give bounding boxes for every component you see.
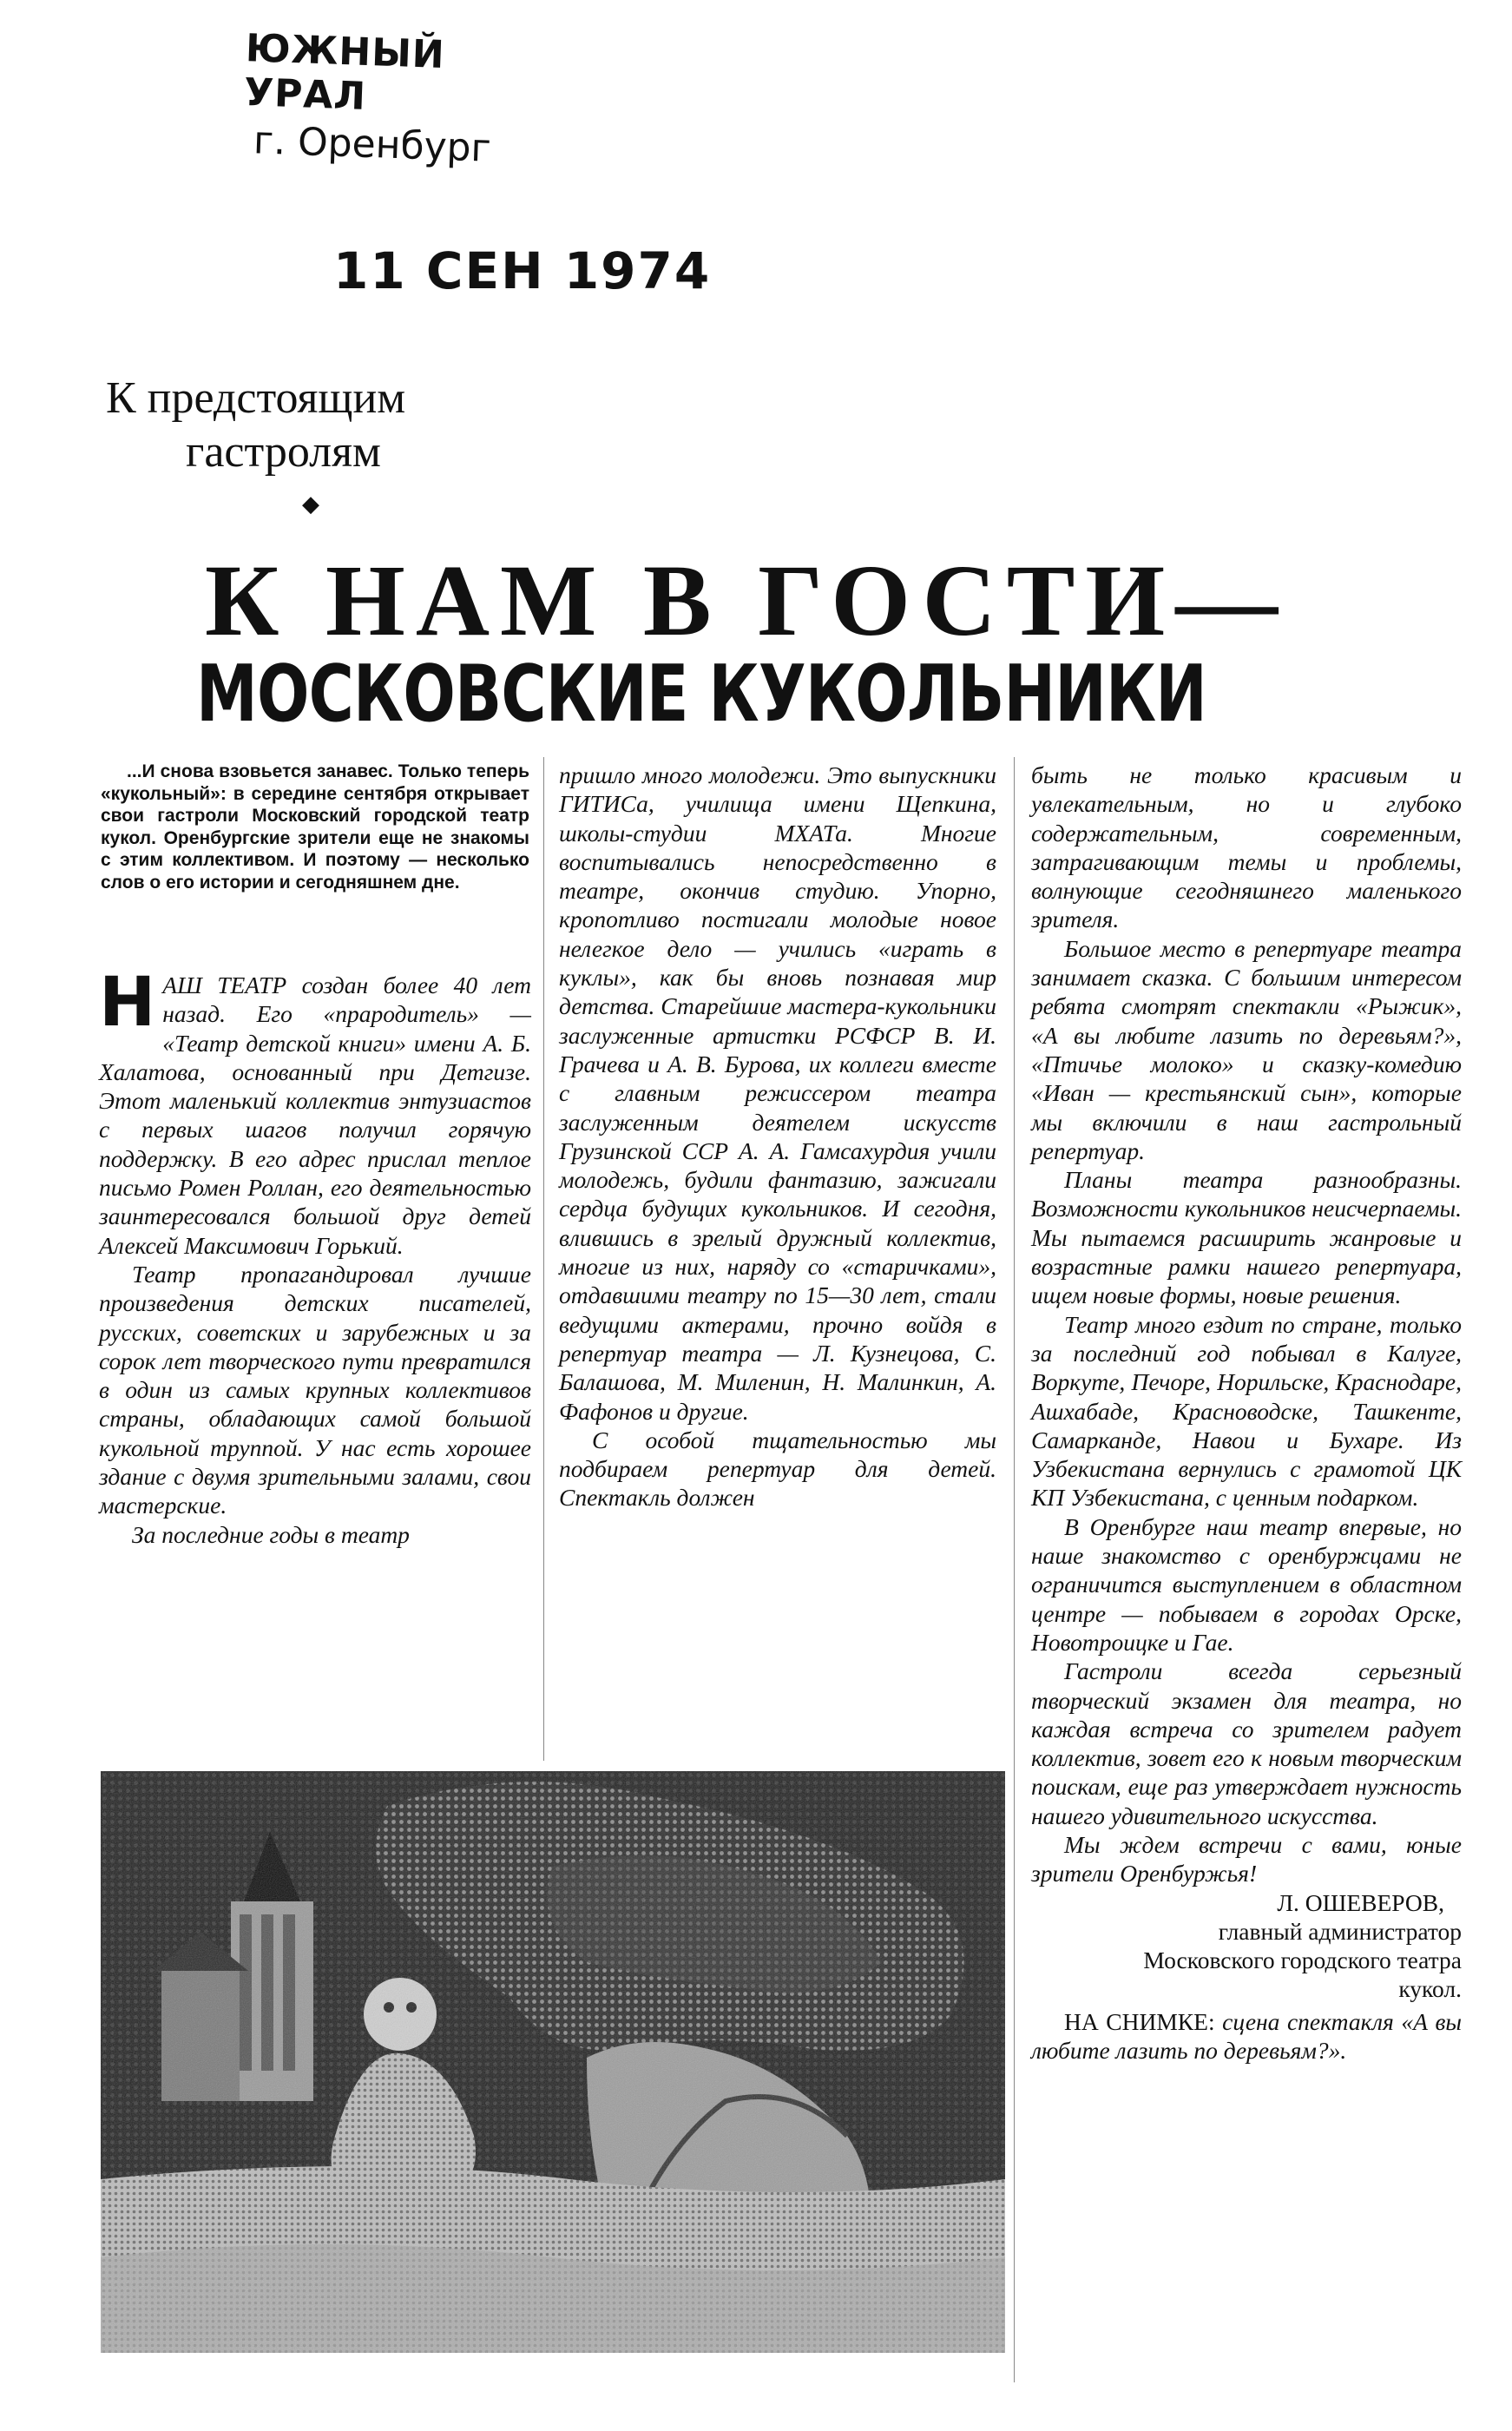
col3-paragraph-1: быть не только красивым и увлекательным, но и глубоко содержательным, современным, затрагивающим темы и проблемы, волнующие сегодняшнего маленького зрителя. [1031,761,1462,933]
rubric-line-2: гастролям [186,427,381,477]
ornament-icon: ◆ [302,491,319,517]
col1-paragraph-3: За последние годы в театр [132,1520,410,1548]
signature-title: главный администратор Московского городского театра кукол. [1143,1917,1462,2003]
signature-name: Л. ОШЕВЕРОВ, [1277,1888,1444,1916]
col3-paragraph-3: Планы театра разнообразны. Возможности кукольников неисчерпаемы. Мы пытаемся расширить жанровые и возрастные рамки нашего репертуара, ищем новые формы, новые решения. [1031,1166,1462,1309]
col1-paragraph-1: АШ ТЕАТР создан более 40 лет назад. Его «прародитель» — «Театр детской книги» имени А. Б. Халатова, основанный при Детгизе. Этот маленький коллектив энтузиастов с первых шагов получил горячую поддержку. В его адрес прислал теплое письмо Ромен Роллан, его деятельностью заинтересовался большой друг детей Алексей Максимович Горький. [99,972,531,1259]
photo-puppet-scene [101,1771,1005,2353]
headline-line-2: МОСКОВСКИЕ КУКОЛЬНИКИ [196,649,1207,740]
column-2 [559,761,996,1512]
column-rule-2 [1014,757,1015,2382]
caption-label: НА СНИМКЕ: [1064,2007,1215,2035]
col3-paragraph-4: Театр много ездит по стране, только за последний год побывал в Калуге, Воркуте, Печоре, Норильске, Краснодаре, Ашхабаде, Красноводске, Ташкенте, Самарканде, Навои и Бухаре. Из Узбекистана вернулись с грамотой ЦК КП Узбекистана, с ценным подарком. [1031,1310,1462,1512]
rubric-line-1: К предстоящим [106,373,406,423]
clipping-date: 11 СЕН 1974 [333,241,712,300]
col2-paragraph-1: пришло много молодежи. Это выпускники ГИТИСа, училища имени Щепкина, школы-студии МХАТа. Многие воспитывались непосредственно в театре, окончив студию. Упорно, кропотливо постигали молодые новое нелегкое дело — учились «играть в куклы», как бы вновь познавая мир детства. Старейшие мастера-кукольники заслуженные артистки РСФСР В. И. Грачева и А. В. Бурова, их коллеги вместе с главным режиссером театра заслуженным деятелем искусств Грузинской ССР А. А. Гамсахурдия учили молодежь, будили фантазию, зажигали сердца будущих кукольников. И сегодня, влившись в зрелый дружный коллектив, многие из них, наряду со «старичками», отдавшими театру по 15—30 лет, стали ведущими актерами, прочно войдя в репертуар театра — Л. Кузнецова, С. Балашова, М. Миленин, Н. Малинкин, А. Фафонов и другие. [559,761,996,1425]
rubric [106,372,405,479]
col3-paragraph-5: В Оренбурге наш театр впервые, но наше знакомство с оренбуржцами не ограничится выступлением в областном центре — побываем в городах Орске, Новотроицке и Гае. [1031,1512,1462,1656]
photo-puppet-scene-image [101,1771,1005,2353]
article-lead: ...И снова взовьется занавес. Только теперь «кукольный»: в середине сентября открывает свои гастроли Московский городской театр кукол. Оренбургские зрители еще не знакомы с этим коллективом. И поэтому — несколько слов о его истории и сегодняшнем дне. [101,761,529,893]
col2-paragraph-2: С особой тщательностью мы подбираем репертуар для детей. Спектакль должен [559,1426,996,1512]
column-3 [1031,761,1462,2065]
caption-text: сцена спектакля «А вы любите лазить по деревьям?». [1031,2007,1463,2065]
col3-paragraph-2: Большое место в репертуаре театра занимает сказка. С большим интересом ребята смотрят спектакли «Рыжик», «А вы любите лазить по деревьям?», «Птичье молоко» и сказку-комедию «Иван — крестьянский сын», которые мы включили в наш гастрольный репертуар. [1031,934,1462,1164]
column-1 [99,964,531,1549]
column-rule-1 [543,757,544,1761]
newspaper-name: ЮЖНЫЙ УРАЛ [243,26,446,119]
col3-paragraph-6: Гастроли всегда серьезный творческий экзамен для театра, но каждая встреча со зрителем радует коллектив, зовет его к новым творческим поискам, еще раз утверждает нужность нашего удивительного искусства. [1031,1657,1462,1829]
clipping-stamp [243,26,540,171]
newspaper-city: г. Оренбург [253,118,492,171]
col1-paragraph-2: Театр пропагандировал лучшие произведения детских писателей, русских, советских и зарубежных и за сорок лет творческого пути превратился в один из самых крупных коллективов страны, обладающих самой большой кукольной труппой. У нас есть хорошее здание с двумя зрительными залами, свои мастерские. [99,1260,531,1519]
col3-paragraph-7: Мы ждем встречи с вами, юные зрители Оренбуржья! [1031,1830,1462,1887]
headline-line-1: К НАМ В ГОСТИ— [205,544,1289,657]
dropcap: Н [99,964,156,1042]
photo-caption [1031,2007,1462,2065]
